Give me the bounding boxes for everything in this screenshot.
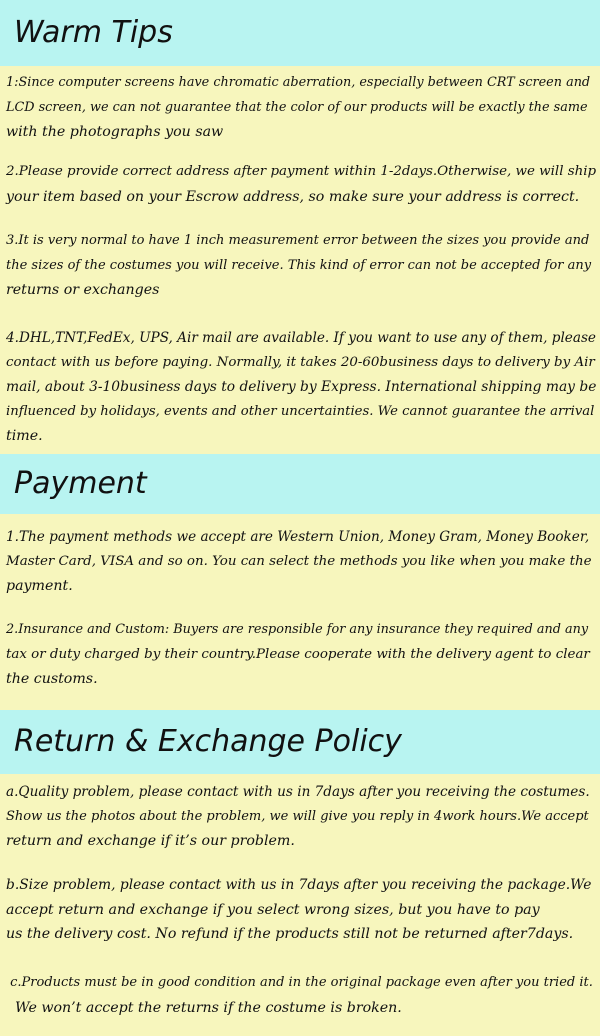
policy-item-a <box>6 780 596 854</box>
policy-item-c <box>6 971 596 1020</box>
text-line: b.Size problem, please contact with us in 7days after you receiving the package.We <box>6 877 592 893</box>
text-line: returns or exchanges <box>6 282 160 298</box>
text-line: us the delivery cost. No refund if the products still not be returned after7days. <box>6 926 574 942</box>
text-line: with the photographs you saw <box>6 124 224 140</box>
payment-title: Payment <box>14 466 147 501</box>
return-policy-header <box>0 710 600 774</box>
payment-item-1 <box>6 525 596 599</box>
text-line: 4.DHL,TNT,FedEx, UPS, Air mail are available. If you want to use any of them, please <box>6 330 596 346</box>
text-line: accept return and exchange if you select wrong sizes, but you have to pay <box>6 901 540 918</box>
warm-tips-header <box>0 0 600 66</box>
text-line: the sizes of the costumes you will receive. This kind of error can not be accepted for any <box>6 257 592 273</box>
text-line: influenced by holidays, events and other uncertainties. We cannot guarantee the arrival <box>6 403 595 419</box>
text-line: 1.The payment methods we accept are Western Union, Money Gram, Money Booker, <box>6 529 590 545</box>
text-line: Show us the photos about the problem, we will give you reply in 4work hours.We accept <box>6 808 589 824</box>
text-line: contact with us before paying. Normally, it takes 20-60business days to delivery by Air <box>6 354 595 370</box>
text-line: We won’t accept the returns if the costume is broken. <box>6 999 402 1016</box>
warm-tip-3 <box>6 229 596 303</box>
text-line: 2.Please provide correct address after payment within 1-2days.Otherwise, we will ship <box>6 164 597 179</box>
text-line: time. <box>6 428 43 444</box>
text-line: 1:Since computer screens have chromatic aberration, especially between CRT screen and <box>6 75 591 90</box>
text-line: Master Card, VISA and so on. You can select the methods you like when you make the <box>6 553 592 569</box>
text-line: payment. <box>6 578 73 594</box>
text-line: c.Products must be in good condition and in the original package even after you tried it. <box>6 975 593 990</box>
text-line: tax or duty charged by their country.Please cooperate with the delivery agent to clear <box>6 646 590 662</box>
warm-tip-4 <box>6 326 596 449</box>
payment-item-2 <box>6 618 596 692</box>
text-line: return and exchange if it’s our problem. <box>6 833 295 849</box>
text-line: 2.Insurance and Custom: Buyers are responsible for any insurance they required and any <box>6 622 589 637</box>
text-line: 3.It is very normal to have 1 inch measurement error between the sizes you provide and <box>6 233 590 248</box>
payment-header <box>0 454 600 514</box>
warm-tip-2 <box>6 160 596 209</box>
text-line: mail, about 3-10business days to delivery by Express. International shipping may be <box>6 379 597 395</box>
policy-item-b <box>6 873 596 947</box>
text-line: the customs. <box>6 671 98 687</box>
return-policy-title: Return & Exchange Policy <box>14 724 402 759</box>
warm-tips-title: Warm Tips <box>14 15 173 50</box>
text-line: LCD screen, we can not guarantee that the color of our products will be exactly the same <box>6 99 588 115</box>
warm-tip-1 <box>6 71 596 145</box>
text-line: a.Quality problem, please contact with us in 7days after you receiving the costumes. <box>6 784 590 800</box>
text-line: your item based on your Escrow address, so make sure your address is correct. <box>6 188 580 205</box>
